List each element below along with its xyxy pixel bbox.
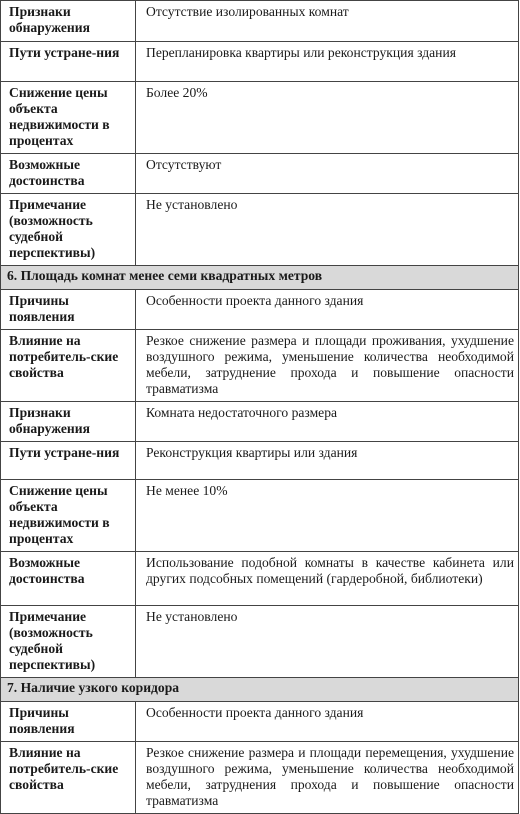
row-label: Возможные достоинства — [1, 154, 136, 194]
table-row — [1, 742, 519, 814]
table-row — [1, 402, 519, 442]
row-value: Не установлено — [136, 194, 519, 266]
row-value: Резкое снижение размера и площади проживания, ухудшение воздушного режима, уменьшение количества необходимой мебели, затруднение прохода и повышение опасности травматизма — [136, 330, 519, 402]
table-row — [1, 82, 519, 154]
table-row — [1, 194, 519, 266]
row-label: Причины появления — [1, 702, 136, 742]
row-value: Более 20% — [136, 82, 519, 154]
section-header-row — [1, 678, 519, 702]
section-header-row — [1, 266, 519, 290]
row-value: Комната недостаточного размера — [136, 402, 519, 442]
row-label: Влияние на потребитель-ские свойства — [1, 330, 136, 402]
row-value: Не менее 10% — [136, 480, 519, 552]
defects-table-body — [1, 1, 519, 814]
table-row — [1, 1, 519, 42]
row-label: Пути устране-ния — [1, 442, 136, 480]
row-label: Снижение цены объекта недвижимости в процентах — [1, 82, 136, 154]
row-value: Реконструкция квартиры или здания — [136, 442, 519, 480]
row-label: Влияние на потребитель-ские свойства — [1, 742, 136, 814]
row-label: Снижение цены объекта недвижимости в процентах — [1, 480, 136, 552]
table-row — [1, 330, 519, 402]
section-title: 6. Площадь комнат менее семи квадратных метров — [1, 266, 519, 290]
row-label: Признаки обнаружения — [1, 402, 136, 442]
table-row — [1, 702, 519, 742]
table-row — [1, 154, 519, 194]
table-row — [1, 480, 519, 552]
row-value: Особенности проекта данного здания — [136, 702, 519, 742]
row-label: Примечание (возможность судебной перспективы) — [1, 606, 136, 678]
table-row — [1, 290, 519, 330]
section-title: 7. Наличие узкого коридора — [1, 678, 519, 702]
row-label: Возможные достоинства — [1, 552, 136, 606]
row-value: Отсутствие изолированных комнат — [136, 1, 519, 42]
row-value: Резкое снижение размера и площади перемещения, ухудшение воздушного режима, уменьшение количества необходимой мебели, затруднения прохода и повышение опасности травматизма — [136, 742, 519, 814]
row-label: Пути устране-ния — [1, 42, 136, 82]
row-value: Отсутствуют — [136, 154, 519, 194]
table-row — [1, 606, 519, 678]
table-row — [1, 442, 519, 480]
row-label: Признаки обнаружения — [1, 1, 136, 42]
row-label: Причины появления — [1, 290, 136, 330]
row-value: Перепланировка квартиры или реконструкция здания — [136, 42, 519, 82]
row-value: Не установлено — [136, 606, 519, 678]
table-row — [1, 552, 519, 606]
table-row — [1, 42, 519, 82]
row-value: Использование подобной комнаты в качестве кабинета или других подсобных помещений (гардеробной, библиотеки) — [136, 552, 519, 606]
row-value: Особенности проекта данного здания — [136, 290, 519, 330]
row-label: Примечание (возможность судебной перспективы) — [1, 194, 136, 266]
